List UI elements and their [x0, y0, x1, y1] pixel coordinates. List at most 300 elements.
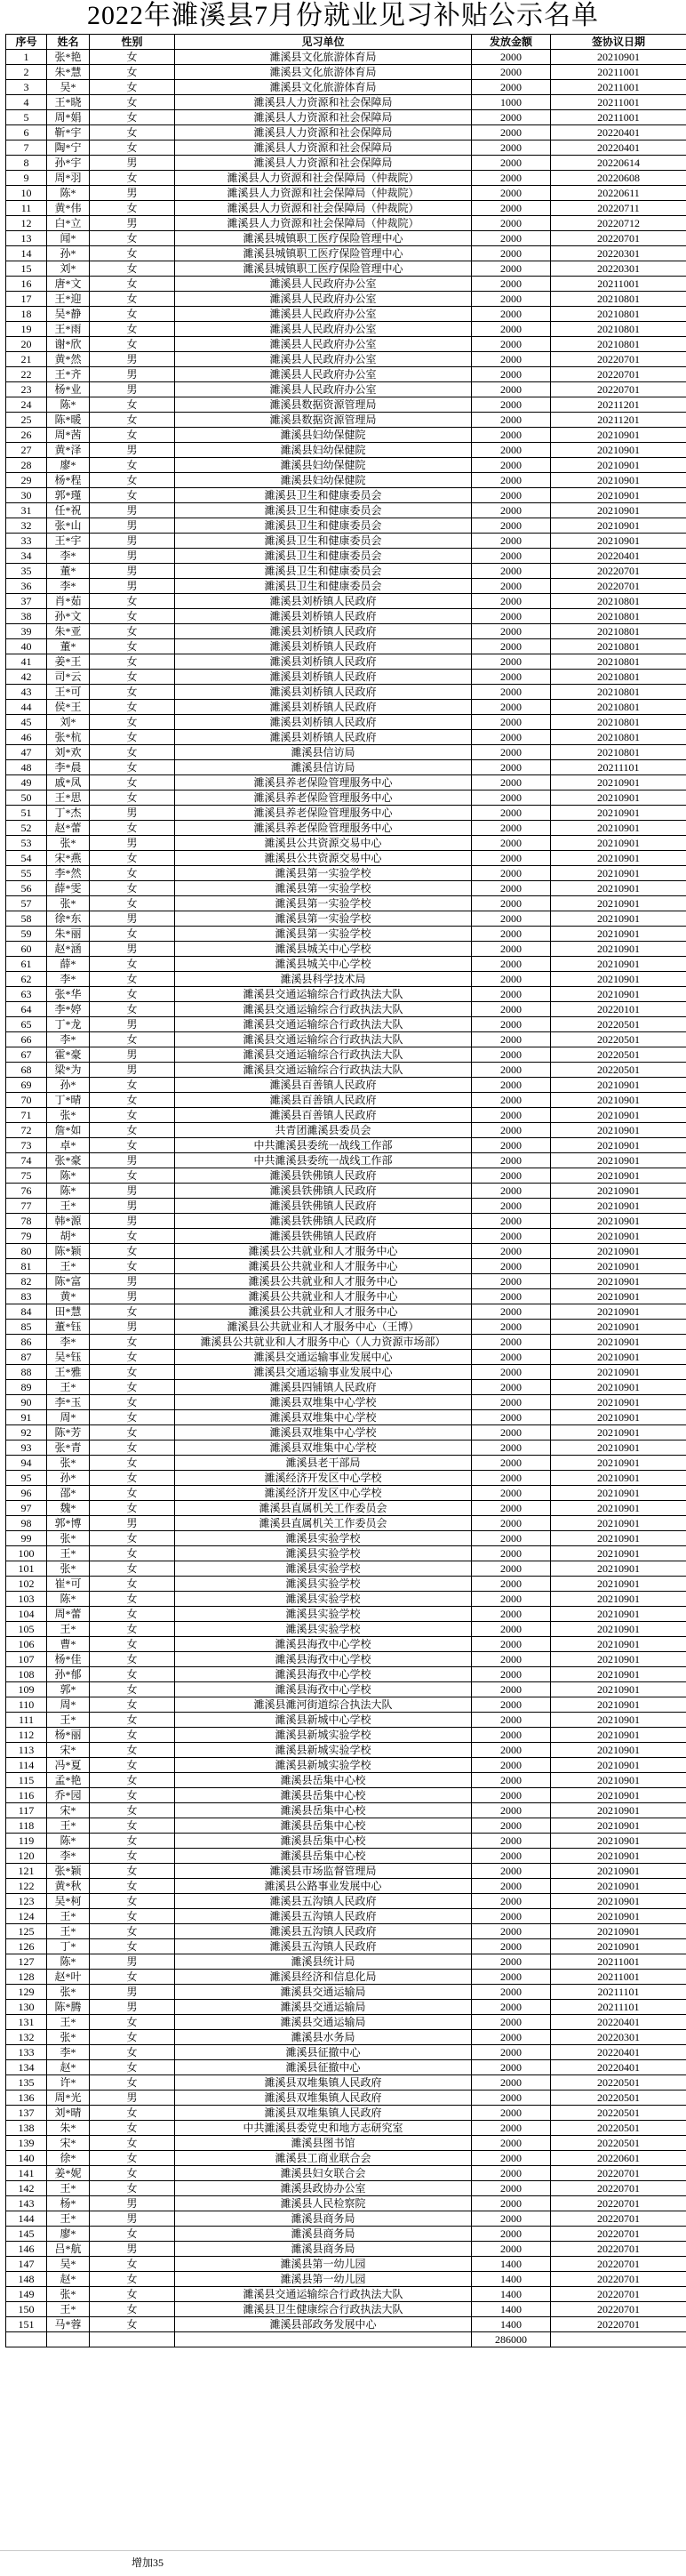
row-no: 121 [6, 1864, 47, 1879]
row-gender: 男 [90, 1985, 175, 2000]
row-date: 20210901 [551, 1138, 686, 1153]
row-gender: 男 [90, 2196, 175, 2211]
row-org: 濉溪县公共就业和人才服务中心 [175, 1289, 472, 1304]
row-org: 濉溪县市场监督管理局 [175, 1864, 472, 1879]
row-name: 张*艳 [47, 50, 90, 65]
row-org: 濉溪县妇幼保健院 [175, 458, 472, 473]
row-no: 147 [6, 2257, 47, 2272]
row-name: 张* [47, 836, 90, 851]
row-date: 20210901 [551, 1456, 686, 1471]
row-date: 20210901 [551, 503, 686, 518]
table-row [6, 1123, 686, 1138]
row-name: 陈* [47, 1954, 90, 1970]
row-amount: 2000 [472, 609, 551, 624]
row-name: 黄*泽 [47, 443, 90, 458]
table-row [6, 1320, 686, 1335]
row-no: 120 [6, 1849, 47, 1864]
row-name: 吴*钰 [47, 1350, 90, 1365]
page-title: 2022年濉溪县7月份就业见习补贴公示名单 [0, 0, 686, 32]
row-name: 姜*王 [47, 654, 90, 670]
row-org: 濉溪县第一幼儿园 [175, 2257, 472, 2272]
row-name: 周*娟 [47, 110, 90, 125]
row-no: 132 [6, 2030, 47, 2045]
row-no: 52 [6, 821, 47, 836]
row-date: 20210901 [551, 1274, 686, 1289]
row-amount: 2000 [472, 1440, 551, 1456]
row-name: 刘*晴 [47, 2106, 90, 2121]
table-row [6, 277, 686, 292]
table-row [6, 1652, 686, 1667]
row-name: 孙*文 [47, 609, 90, 624]
row-no: 79 [6, 1229, 47, 1244]
row-no: 133 [6, 2045, 47, 2060]
row-org: 濉溪县百善镇人民政府 [175, 1078, 472, 1093]
row-date: 20220501 [551, 1063, 686, 1078]
row-name: 邵* [47, 1486, 90, 1501]
table-row [6, 806, 686, 821]
row-gender: 女 [90, 987, 175, 1002]
row-org: 濉溪县公共资源交易中心 [175, 836, 472, 851]
row-date: 20220301 [551, 261, 686, 277]
row-org: 濉溪县人力资源和社会保障局 [175, 95, 472, 110]
row-amount: 2000 [472, 428, 551, 443]
row-amount: 2000 [472, 564, 551, 579]
table-row [6, 775, 686, 790]
row-amount: 2000 [472, 1199, 551, 1214]
table-row [6, 322, 686, 337]
row-no: 86 [6, 1335, 47, 1350]
row-gender: 女 [90, 1622, 175, 1637]
row-gender: 女 [90, 322, 175, 337]
row-amount: 2000 [472, 1002, 551, 1017]
row-amount: 2000 [472, 760, 551, 775]
row-date: 20220601 [551, 2151, 686, 2166]
row-name: 王* [47, 1546, 90, 1561]
row-name: 王* [47, 2302, 90, 2317]
row-org: 濉溪县城镇职工医疗保险管理中心 [175, 246, 472, 261]
row-date: 20210901 [551, 896, 686, 911]
row-no: 28 [6, 458, 47, 473]
row-gender: 男 [90, 1214, 175, 1229]
row-date: 20210901 [551, 1561, 686, 1577]
row-org: 濉溪县第一实验学校 [175, 881, 472, 896]
row-date: 20220501 [551, 2090, 686, 2106]
row-amount: 2000 [472, 1818, 551, 1834]
row-no: 140 [6, 2151, 47, 2166]
row-amount: 2000 [472, 382, 551, 397]
row-org: 濉溪县部政务发展中心 [175, 2317, 472, 2332]
table-row [6, 2136, 686, 2151]
row-name: 宋* [47, 1743, 90, 1758]
table-row [6, 957, 686, 972]
table-row [6, 1909, 686, 1924]
row-gender: 男 [90, 534, 175, 549]
row-amount: 2000 [472, 1803, 551, 1818]
row-gender: 女 [90, 927, 175, 942]
row-date: 20210801 [551, 654, 686, 670]
row-name: 孙*宇 [47, 156, 90, 171]
row-gender: 女 [90, 1229, 175, 1244]
row-gender: 男 [90, 1954, 175, 1970]
row-name: 宋*燕 [47, 851, 90, 866]
row-gender: 男 [90, 352, 175, 367]
table-row [6, 1078, 686, 1093]
row-date: 20210901 [551, 50, 686, 65]
row-amount: 2000 [472, 1063, 551, 1078]
row-no: 95 [6, 1471, 47, 1486]
table-row [6, 1274, 686, 1289]
table-row [6, 1395, 686, 1410]
table-row [6, 110, 686, 125]
row-gender: 女 [90, 2272, 175, 2287]
row-amount: 2000 [472, 821, 551, 836]
row-no: 88 [6, 1365, 47, 1380]
row-amount: 2000 [472, 2075, 551, 2090]
row-no: 77 [6, 1199, 47, 1214]
row-gender: 女 [90, 1123, 175, 1138]
row-no: 48 [6, 760, 47, 775]
row-org: 中共濉溪县委统一战线工作部 [175, 1138, 472, 1153]
row-date: 20211101 [551, 760, 686, 775]
row-gender: 女 [90, 1531, 175, 1546]
row-date: 20220401 [551, 2060, 686, 2075]
row-no: 70 [6, 1093, 47, 1108]
row-amount: 2000 [472, 927, 551, 942]
row-org: 濉溪县妇幼保健院 [175, 473, 472, 488]
row-gender: 男 [90, 503, 175, 518]
row-org: 濉溪县濉河街道综合执法大队 [175, 1697, 472, 1713]
row-date: 20210901 [551, 775, 686, 790]
row-amount: 2000 [472, 397, 551, 413]
row-no: 144 [6, 2211, 47, 2227]
table-row [6, 730, 686, 745]
table-row [6, 1471, 686, 1486]
row-gender: 男 [90, 1063, 175, 1078]
row-no: 137 [6, 2106, 47, 2121]
row-date: 20210801 [551, 639, 686, 654]
row-org: 濉溪县卫生和健康委员会 [175, 518, 472, 534]
row-org: 濉溪县信访局 [175, 745, 472, 760]
row-gender: 女 [90, 1078, 175, 1093]
row-name: 丁*晴 [47, 1093, 90, 1108]
row-no: 116 [6, 1788, 47, 1803]
table-row [6, 1788, 686, 1803]
row-amount: 2000 [472, 1380, 551, 1395]
row-date: 20210901 [551, 1818, 686, 1834]
row-amount: 2000 [472, 1864, 551, 1879]
row-gender: 女 [90, 1834, 175, 1849]
row-gender: 女 [90, 1304, 175, 1320]
row-name: 黄*秋 [47, 1879, 90, 1894]
row-amount: 2000 [472, 307, 551, 322]
row-amount: 2000 [472, 1546, 551, 1561]
row-org: 濉溪县人力资源和社会保障局（仲裁院） [175, 216, 472, 231]
table-row [6, 367, 686, 382]
row-name: 朱*慧 [47, 65, 90, 80]
row-name: 王*雨 [47, 322, 90, 337]
row-name: 杨*程 [47, 473, 90, 488]
row-name: 张* [47, 896, 90, 911]
row-date: 20220501 [551, 2075, 686, 2090]
row-amount: 2000 [472, 1909, 551, 1924]
row-amount: 2000 [472, 1471, 551, 1486]
row-gender: 男 [90, 216, 175, 231]
row-date: 20210901 [551, 534, 686, 549]
row-org: 濉溪县铁佛镇人民政府 [175, 1214, 472, 1229]
row-org: 濉溪县第一实验学校 [175, 896, 472, 911]
row-name: 黄*伟 [47, 201, 90, 216]
row-name: 周* [47, 1697, 90, 1713]
row-name: 冯*夏 [47, 1758, 90, 1773]
table-row [6, 246, 686, 261]
row-name: 吴* [47, 2257, 90, 2272]
row-date: 20210901 [551, 1380, 686, 1395]
row-date: 20210901 [551, 1425, 686, 1440]
row-amount: 2000 [472, 942, 551, 957]
row-org: 濉溪县岳集中心校 [175, 1773, 472, 1788]
table-row [6, 488, 686, 503]
table-row [6, 156, 686, 171]
row-amount: 2000 [472, 2106, 551, 2121]
row-no: 6 [6, 125, 47, 140]
row-gender: 女 [90, 1864, 175, 1879]
row-name: 王* [47, 1924, 90, 1939]
row-gender: 女 [90, 866, 175, 881]
row-gender: 男 [90, 579, 175, 594]
row-gender: 女 [90, 2060, 175, 2075]
table-row [6, 1592, 686, 1607]
row-amount: 2000 [472, 1017, 551, 1032]
row-name: 郭*博 [47, 1516, 90, 1531]
table-row [6, 1954, 686, 1970]
row-org: 濉溪县卫生和健康委员会 [175, 503, 472, 518]
row-gender: 男 [90, 1017, 175, 1032]
row-org: 濉溪县实验学校 [175, 1531, 472, 1546]
table-row [6, 518, 686, 534]
row-no: 65 [6, 1017, 47, 1032]
row-org: 濉溪县妇幼保健院 [175, 443, 472, 458]
table-row [6, 171, 686, 186]
row-gender: 女 [90, 1879, 175, 1894]
table-row [6, 261, 686, 277]
row-no: 74 [6, 1153, 47, 1168]
row-no: 3 [6, 80, 47, 95]
row-date: 20210801 [551, 700, 686, 715]
table-row [6, 80, 686, 95]
row-no: 107 [6, 1652, 47, 1667]
row-name: 李* [47, 972, 90, 987]
row-amount: 2000 [472, 745, 551, 760]
row-amount: 2000 [472, 654, 551, 670]
row-gender: 男 [90, 367, 175, 382]
row-date: 20220701 [551, 2181, 686, 2196]
row-org: 濉溪县刘桥镇人民政府 [175, 700, 472, 715]
table-row [6, 1879, 686, 1894]
row-name: 赵* [47, 2060, 90, 2075]
row-date: 20210901 [551, 1123, 686, 1138]
row-gender: 女 [90, 473, 175, 488]
row-gender: 男 [90, 564, 175, 579]
row-name: 宋* [47, 2136, 90, 2151]
header-row [6, 35, 686, 50]
row-org: 濉溪县海孜中心学校 [175, 1652, 472, 1667]
header-name: 姓名 [47, 35, 90, 50]
row-date: 20210901 [551, 1758, 686, 1773]
row-name: 吕*航 [47, 2242, 90, 2257]
row-org: 濉溪县铁佛镇人民政府 [175, 1229, 472, 1244]
row-amount: 2000 [472, 1924, 551, 1939]
row-gender: 男 [90, 518, 175, 534]
row-name: 张*豪 [47, 1153, 90, 1168]
row-name: 姜*妮 [47, 2166, 90, 2181]
table-row [6, 1773, 686, 1788]
row-date: 20210901 [551, 1516, 686, 1531]
row-name: 刘*欢 [47, 745, 90, 760]
row-org: 濉溪县妇幼保健院 [175, 428, 472, 443]
row-name: 靳*宇 [47, 125, 90, 140]
sheet-tab[interactable]: 增加35 [132, 2555, 164, 2570]
row-amount: 2000 [472, 579, 551, 594]
row-name: 司*云 [47, 670, 90, 685]
row-amount: 2000 [472, 957, 551, 972]
table-row [6, 1486, 686, 1501]
row-no: 83 [6, 1289, 47, 1304]
row-no: 126 [6, 1939, 47, 1954]
row-name: 徐*东 [47, 911, 90, 927]
row-org: 濉溪县铁佛镇人民政府 [175, 1199, 472, 1214]
row-amount: 2000 [472, 1032, 551, 1047]
table-row [6, 927, 686, 942]
row-org: 濉溪县双堆集镇人民政府 [175, 2106, 472, 2121]
row-date: 20210901 [551, 1834, 686, 1849]
row-name: 陈*芳 [47, 1425, 90, 1440]
row-name: 张*山 [47, 518, 90, 534]
row-date: 20211001 [551, 65, 686, 80]
row-gender: 女 [90, 2257, 175, 2272]
row-org: 濉溪县公共就业和人才服务中心（人力资源市场部） [175, 1335, 472, 1350]
row-date: 20220611 [551, 186, 686, 201]
row-org: 濉溪县刘桥镇人民政府 [175, 624, 472, 639]
row-name: 徐* [47, 2151, 90, 2166]
row-org: 濉溪经济开发区中心学校 [175, 1486, 472, 1501]
row-amount: 2000 [472, 1516, 551, 1531]
row-org: 濉溪县养老保险管理服务中心 [175, 821, 472, 836]
row-date: 20210901 [551, 428, 686, 443]
row-gender: 女 [90, 1410, 175, 1425]
row-name: 许* [47, 2075, 90, 2090]
row-name: 王* [47, 1713, 90, 1728]
table-row [6, 140, 686, 156]
table-row [6, 987, 686, 1002]
row-name: 张*杭 [47, 730, 90, 745]
row-no: 130 [6, 2000, 47, 2015]
row-no: 39 [6, 624, 47, 639]
row-name: 陈* [47, 1184, 90, 1199]
row-gender: 女 [90, 458, 175, 473]
table-row [6, 1002, 686, 1017]
row-amount: 2000 [472, 110, 551, 125]
row-date: 20210901 [551, 1078, 686, 1093]
row-gender: 女 [90, 1592, 175, 1607]
row-no: 75 [6, 1168, 47, 1184]
row-date: 20220401 [551, 125, 686, 140]
row-date: 20210901 [551, 1682, 686, 1697]
row-gender: 女 [90, 65, 175, 80]
row-name: 唐*文 [47, 277, 90, 292]
row-date: 20220501 [551, 1017, 686, 1032]
row-gender: 女 [90, 775, 175, 790]
table-row [6, 382, 686, 397]
row-amount: 2000 [472, 881, 551, 896]
table-row [6, 1834, 686, 1849]
table-row [6, 2121, 686, 2136]
row-amount: 2000 [472, 972, 551, 987]
table-row [6, 1728, 686, 1743]
table-row [6, 1622, 686, 1637]
row-name: 王* [47, 1199, 90, 1214]
table-row [6, 125, 686, 140]
row-no: 128 [6, 1970, 47, 1985]
table-row [6, 1561, 686, 1577]
row-org: 濉溪县海孜中心学校 [175, 1682, 472, 1697]
row-org: 濉溪县数据资源管理局 [175, 413, 472, 428]
row-name: 宋* [47, 1803, 90, 1818]
table-row [6, 1939, 686, 1954]
row-no: 55 [6, 866, 47, 881]
row-no: 73 [6, 1138, 47, 1153]
row-gender: 女 [90, 125, 175, 140]
row-date: 20210901 [551, 1335, 686, 1350]
row-amount: 2000 [472, 806, 551, 821]
row-gender: 男 [90, 1516, 175, 1531]
row-amount: 2000 [472, 775, 551, 790]
row-no: 49 [6, 775, 47, 790]
table-row [6, 1713, 686, 1728]
row-no: 84 [6, 1304, 47, 1320]
row-no: 93 [6, 1440, 47, 1456]
row-org: 濉溪县交通运输局 [175, 2000, 472, 2015]
row-name: 董*钰 [47, 1320, 90, 1335]
row-date: 20220701 [551, 2317, 686, 2332]
row-name: 张*颖 [47, 1864, 90, 1879]
row-name: 詹*如 [47, 1123, 90, 1138]
table-row [6, 1894, 686, 1909]
row-gender: 女 [90, 1970, 175, 1985]
total-empty-cell [175, 2332, 472, 2347]
row-no: 35 [6, 564, 47, 579]
table-row [6, 1803, 686, 1818]
row-no: 4 [6, 95, 47, 110]
row-name: 陈* [47, 186, 90, 201]
row-date: 20210801 [551, 337, 686, 352]
table-row [6, 1017, 686, 1032]
row-date: 20210901 [551, 1395, 686, 1410]
row-gender: 女 [90, 957, 175, 972]
row-no: 53 [6, 836, 47, 851]
row-gender: 女 [90, 1561, 175, 1577]
row-org: 濉溪县四铺镇人民政府 [175, 1380, 472, 1395]
table-row [6, 2181, 686, 2196]
row-date: 20210901 [551, 1697, 686, 1713]
row-name: 李* [47, 1032, 90, 1047]
row-no: 26 [6, 428, 47, 443]
row-no: 131 [6, 2015, 47, 2030]
row-date: 20210901 [551, 488, 686, 503]
row-gender: 女 [90, 760, 175, 775]
row-gender: 女 [90, 624, 175, 639]
table-row [6, 1259, 686, 1274]
row-org: 濉溪县老干部局 [175, 1456, 472, 1471]
